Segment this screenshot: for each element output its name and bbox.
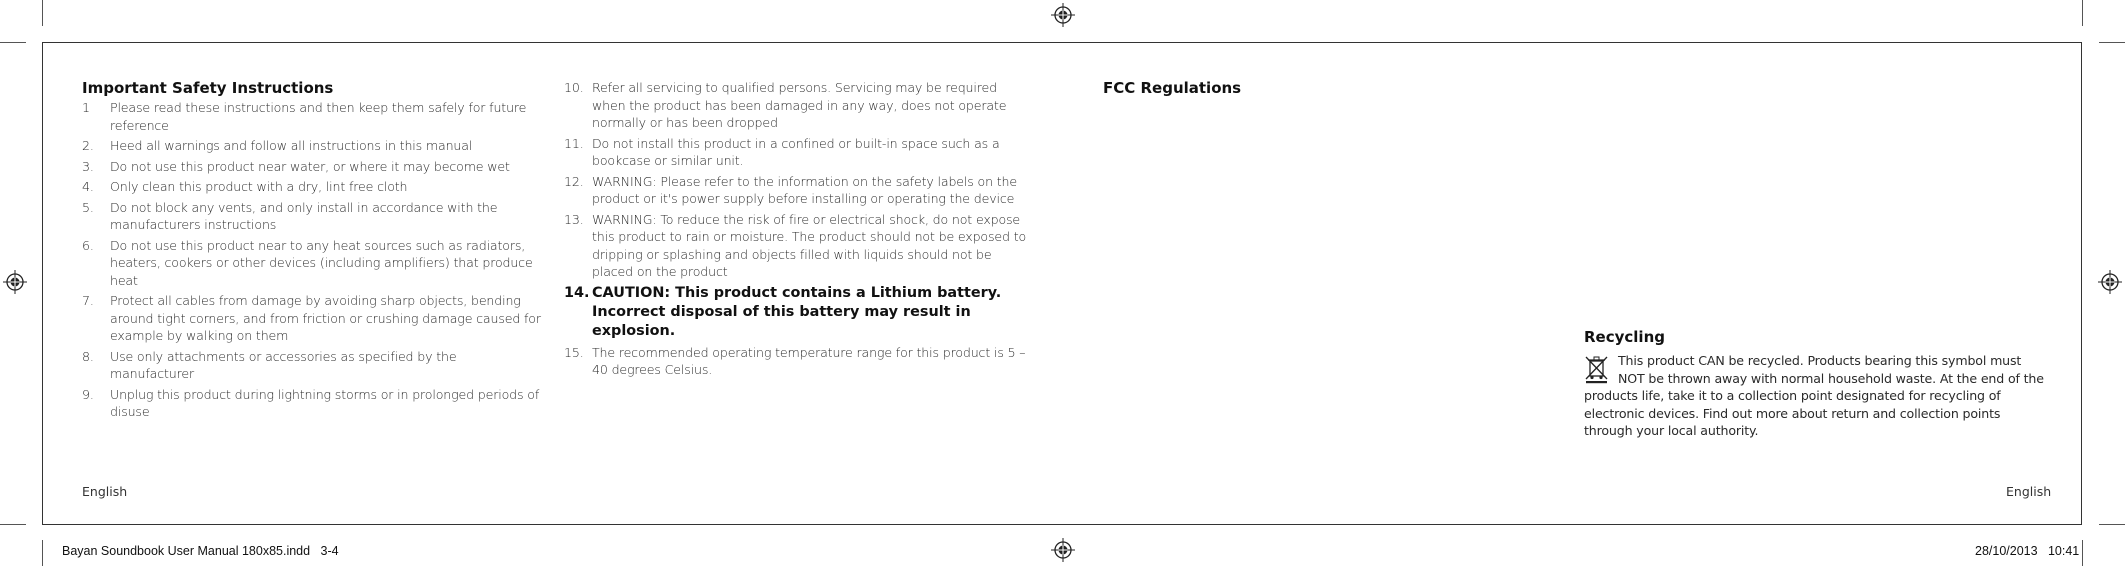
- crop-mark: [2099, 524, 2125, 525]
- list-item: 3. Do not use this product near water, or where it may become wet: [82, 158, 510, 174]
- crop-mark: [2082, 540, 2083, 566]
- safety-instructions-heading: Important Safety Instructions: [82, 79, 334, 97]
- list-item: 5. Do not block any vents, and only install in accordance with the manufacturers instructions: [82, 199, 498, 232]
- slug-datetime: 28/10/2013 10:41: [1975, 544, 2080, 558]
- slug-filename: Bayan Soundbook User Manual 180x85.indd 3-4: [62, 544, 339, 558]
- list-item: 9. Unplug this product during lightning storms or in prolonged periods of disuse: [82, 386, 540, 419]
- recycling-heading: Recycling: [1584, 328, 1665, 346]
- registration-mark-icon: [1051, 538, 1075, 562]
- safety-list-part-1: [82, 99, 542, 424]
- registration-mark-icon: [2098, 270, 2122, 294]
- fcc-regulations-heading: FCC Regulations: [1103, 79, 1242, 97]
- recycling-paragraph: This product CAN be recycled. Products bearing this symbol must NOT be thrown away with normal household waste. At the end of the products life, take it to a collection point designated for recycling of electronic devices. Find out more about return and collection points through your local authority.: [1584, 353, 2044, 438]
- crop-mark: [0, 524, 26, 525]
- list-item: 10. Refer all servicing to qualified persons. Servicing may be required when the product has been damaged in any way, does not operate normally or has been dropped: [564, 80, 1007, 130]
- list-item: 7. Protect all cables from damage by avoiding sharp objects, bending around tight corners, and from friction or crushing damage caused for example by walking on them: [82, 293, 541, 343]
- list-item: 15. The recommended operating temperature range for this product is 5 – 40 degrees Celsius.: [564, 344, 1026, 377]
- registration-mark-icon: [3, 270, 27, 294]
- list-item: 4. Only clean this product with a dry, lint free cloth: [82, 179, 408, 194]
- list-item: 6. Do not use this product near to any heat sources such as radiators, heaters, cookers or other devices (including amplifiers) that produce heat: [82, 237, 533, 288]
- list-item: 2. Heed all warnings and follow all instructions in this manual: [82, 138, 473, 153]
- caution-item: 14. CAUTION: This product contains a Lithium battery. Incorrect disposal of this battery may result in explosion.: [564, 284, 1002, 339]
- footer-language-right: English: [2006, 484, 2052, 499]
- crossed-out-wheelie-bin-icon: [1584, 354, 1610, 384]
- registration-mark-icon: [1051, 3, 1075, 27]
- safety-list-part-2: [564, 79, 1034, 382]
- list-item: 8. Use only attachments or accessories as specified by the manufacturer: [82, 348, 457, 381]
- footer-language-left: English: [82, 484, 128, 499]
- list-item: 11. Do not install this product in a confined or built-in space such as a bookcase or similar unit.: [564, 135, 1000, 168]
- crop-mark: [42, 0, 43, 26]
- list-item: 12. WARNING: Please refer to the information on the safety labels on the product or it's power supply before installing or operating the device: [564, 173, 1017, 206]
- list-item: 1 Please read these instructions and then keep them safely for future reference: [82, 100, 527, 133]
- crop-mark: [2099, 42, 2125, 43]
- list-item: 13. WARNING: To reduce the risk of fire or electrical shock, do not expose this product to rain or moisture. The product should not be exposed to dripping or splashing and objects filled with liquids should not be placed on the product: [564, 211, 1027, 279]
- crop-mark: [0, 42, 26, 43]
- crop-mark: [42, 540, 43, 566]
- crop-mark: [2082, 0, 2083, 26]
